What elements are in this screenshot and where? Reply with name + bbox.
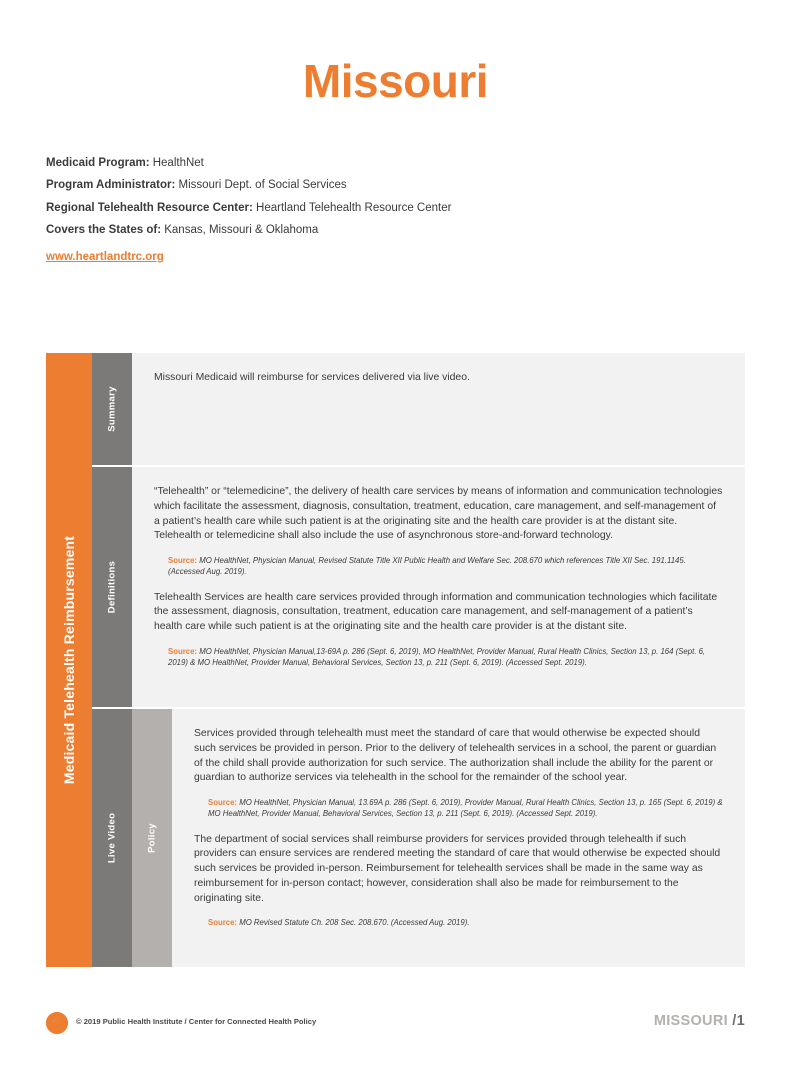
meta-value: HealthNet [152,157,204,169]
definitions-paragraph-2: Telehealth Services are health care services provided through information and communication technologies which facilitate the assessment, diagnosis, consultation, treatment, education care management, and self-management of a patient’s health care while such patient is at the originating site and the health care provider is at the distant site. [154,591,718,633]
summary-body: Missouri Medicaid will reimburse for services delivered via live video. [154,372,470,383]
source-label: Source: [168,646,198,656]
footer-copyright: © 2019 Public Health Institute / Center for Connected Health Policy [76,1017,317,1026]
footer-state: MISSOURI [653,1013,728,1029]
footer-page-indicator [654,1013,745,1029]
meta-value: Missouri Dept. of Social Services [178,179,347,192]
table-row [92,709,745,967]
row-label-text: Policy [146,823,158,853]
meta-row-covers-the-states-of [46,219,791,241]
row-label-live-video [92,709,132,967]
meta-row-regional-telehealth-resource-center [46,197,791,219]
summary-cell [132,353,745,465]
page-title: Missouri [302,55,489,107]
source-label: Source: [168,556,198,566]
meta-label: Program Administrator: [46,179,176,192]
footer-separator: / [732,1013,737,1029]
footer-page-number: 1 [736,1013,745,1029]
row-label-summary [92,353,132,465]
table-row [92,353,745,465]
page-footer [0,1012,791,1038]
meta-label: Covers the States of: [46,224,162,237]
document-meta [46,152,791,268]
row-label-text: Definitions [106,560,118,614]
meta-row-medicaid-program [46,152,791,174]
table-spine-label [46,353,92,967]
meta-value: Kansas, Missouri & Oklahoma [164,224,319,237]
policy-cell [172,709,745,967]
source-label: Source: [208,918,238,928]
definitions-paragraph-1: “Telehealth” or “telemedicine”, the delivery of health care services by means of information and communication technologies which facilitate the assessment, diagnosis, consultation, treatment, education, care management, and self-management of a patient’s health care while such patient is at the originating site and the health care provider is at the distant site. Telehealth or telemedicine shall also include the use of asynchronous store-and-forward technology. [154,486,723,542]
source-label: Source: [208,798,238,808]
policy-paragraph-1: Services provided through telehealth must meet the standard of care that would otherwise be expected should such services be provided in person. Prior to the delivery of telehealth services in a school, the parent or guardian of the child shall provide authorization for such service. The authorization shall include the ability for the parent or guardian to authorize services via telehealth in the school for the remainder of the school year. [194,728,717,784]
table-row [92,467,745,707]
policy-paragraph-2: The department of social services shall reimburse providers for services provided through telehealth if such providers can ensure services are rendered meeting the standard of care that would otherwise be expected should such services be provided in-person. Reimbursement for telehealth services shall be made in the same way as reimbursement for in-person contact; however, consideration shall also be made for reimbursement to the originating site. [194,833,721,904]
meta-label: Regional Telehealth Resource Center: [46,201,253,214]
meta-row-program-administrator [46,174,791,196]
policy-source-1 [208,797,723,820]
row-label-text: Summary [106,386,118,432]
definitions-source-2 [168,646,723,669]
row-label-definitions [92,467,132,707]
policy-source-2 [208,917,723,928]
telehealth-table [46,353,745,967]
row-label-text: Live Video [106,812,118,864]
definitions-cell [132,467,745,707]
row-label-policy [132,709,172,967]
source-text: MO HealthNet, Physician Manual,13-69A p. 286 (Sept. 6, 2019), MO HealthNet, Provider Manual, Rural Health Clinics, Section 13, p. 164 (Sept. 6, 2019) & MO HealthNet, Provider Manual, Behavioral Services, Section 13, p. 211 (Sept. 6, 2019). (Accessed Sept. 2019). [168,646,706,668]
heartland-trc-link[interactable]: www.heartlandtrc.org [46,250,164,263]
table-rows [92,353,745,967]
source-text: MO HealthNet, Physician Manual, Revised Statute Title XII Public Health and Welfare Sec. 208.670 which references Title XII Sec. 191.1145. (Accessed Aug. 2019). [168,556,686,577]
source-text: MO Revised Statute Ch. 208 Sec. 208.670. (Accessed Aug. 2019). [239,918,470,928]
source-text: MO HealthNet, Physician Manual, 13.69A p. 286 (Sept. 6, 2019), Provider Manual, Rural Health Clinics, Section 13, p. 165 (Sept. 6, 2019) & MO HealthNet, Provider Manual, Behavioral Services, Section 13, p. 211 (Sept. 6, 2019). (Accessed Sept. 2019). [208,798,723,819]
sunburst-logo-icon [46,1012,68,1034]
meta-label: Medicaid Program: [46,157,150,169]
spine-label-text: Medicaid Telehealth Reimbursement [61,535,77,785]
meta-value: Heartland Telehealth Resource Center [256,201,452,214]
definitions-source-1 [168,555,723,578]
